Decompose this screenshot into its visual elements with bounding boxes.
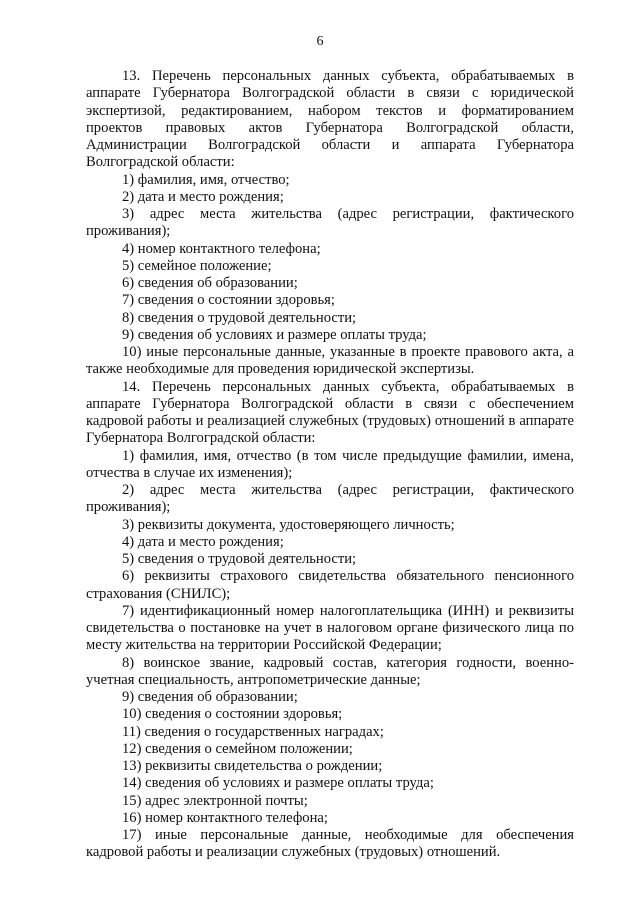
section-14-heading: 14. Перечень персональных данных субъекта, обрабатываемых в аппарате Губернатора Волгоградской области в связи с обеспечением кадровой работы и реализацией служебных (трудовых) отношений в аппарате Губернатора Волгоградской области: [86, 378, 574, 447]
section-13-item: 5) семейное положение; [122, 257, 272, 274]
section-14-item: 7) идентификационный номер налогоплательщика (ИНН) и реквизиты свидетельства о постановке на учет в налоговом органе физического лица по месту жительства на территории Российской Федерации; [86, 602, 574, 654]
section-13-item: 2) дата и место рождения; [122, 188, 284, 205]
section-13-item: 3) адрес места жительства (адрес регистрации, фактического проживания); [86, 206, 574, 240]
section-14-item: 3) реквизиты документа, удостоверяющего личность; [122, 516, 455, 533]
section-14-item: 8) воинское звание, кадровый состав, категория годности, военно-учетная специальность, антропометрические данные; [86, 654, 574, 688]
section-14-item: 2) адрес места жительства (адрес регистрации, фактического проживания); [86, 482, 574, 516]
section-14-item: 9) сведения об образовании; [122, 689, 298, 705]
section-14-item: 4) дата и место рождения; [122, 533, 284, 550]
section-13-item: 4) номер контактного телефона; [122, 240, 321, 257]
section-14-item: 10) сведения о состоянии здоровья; [122, 706, 343, 723]
section-13-heading: 13. Перечень персональных данных субъекта, обрабатываемых в аппарате Губернатора Волгоградской области в связи с юридической экспертизой, редактированием, набором текстов и форматированием проектов правовых актов Губернатора Волгоградской области, Администрации Волгоградской области и аппарата Губернатора Волгоградской области: [86, 68, 574, 171]
section-13-item: 10) иные персональные данные, указанные в проекте правового акта, а также необходимые для проведения юридической экспертизы. [86, 344, 574, 378]
section-14-item: 12) сведения о семейном положении; [122, 740, 353, 757]
section-14-item: 1) фамилия, имя, отчество (в том числе предыдущие фамилии, имена, отчества в случае их изменения); [86, 447, 574, 481]
page-number: 6 [316, 34, 324, 49]
section-13-item: 9) сведения об условиях и размере оплаты труда; [122, 326, 427, 343]
section-14-item: 17) иные персональные данные, необходимые для обеспечения кадровой работы и реализации служебных (трудовых) отношений. [86, 827, 574, 861]
section-13-item: 8) сведения о трудовой деятельности; [122, 309, 357, 326]
section-14-item: 14) сведения об условиях и размере оплаты труда; [122, 775, 434, 792]
section-14-item: 6) реквизиты страхового свидетельства обязательного пенсионного страхования (СНИЛС); [86, 568, 574, 602]
section-14-item: 11) сведения о государственных наградах; [122, 723, 384, 740]
document-body [86, 68, 574, 862]
section-14-item: 15) адрес электронной почты; [122, 792, 308, 809]
section-13-item: 1) фамилия, имя, отчество; [122, 171, 290, 188]
section-14-item: 5) сведения о трудовой деятельности; [122, 551, 357, 567]
section-14-item: 13) реквизиты свидетельства о рождении; [122, 758, 383, 774]
section-13-item: 6) сведения об образовании; [122, 275, 298, 291]
section-14-item: 16) номер контактного телефона; [122, 809, 328, 826]
section-13-item: 7) сведения о состоянии здоровья; [122, 292, 335, 309]
